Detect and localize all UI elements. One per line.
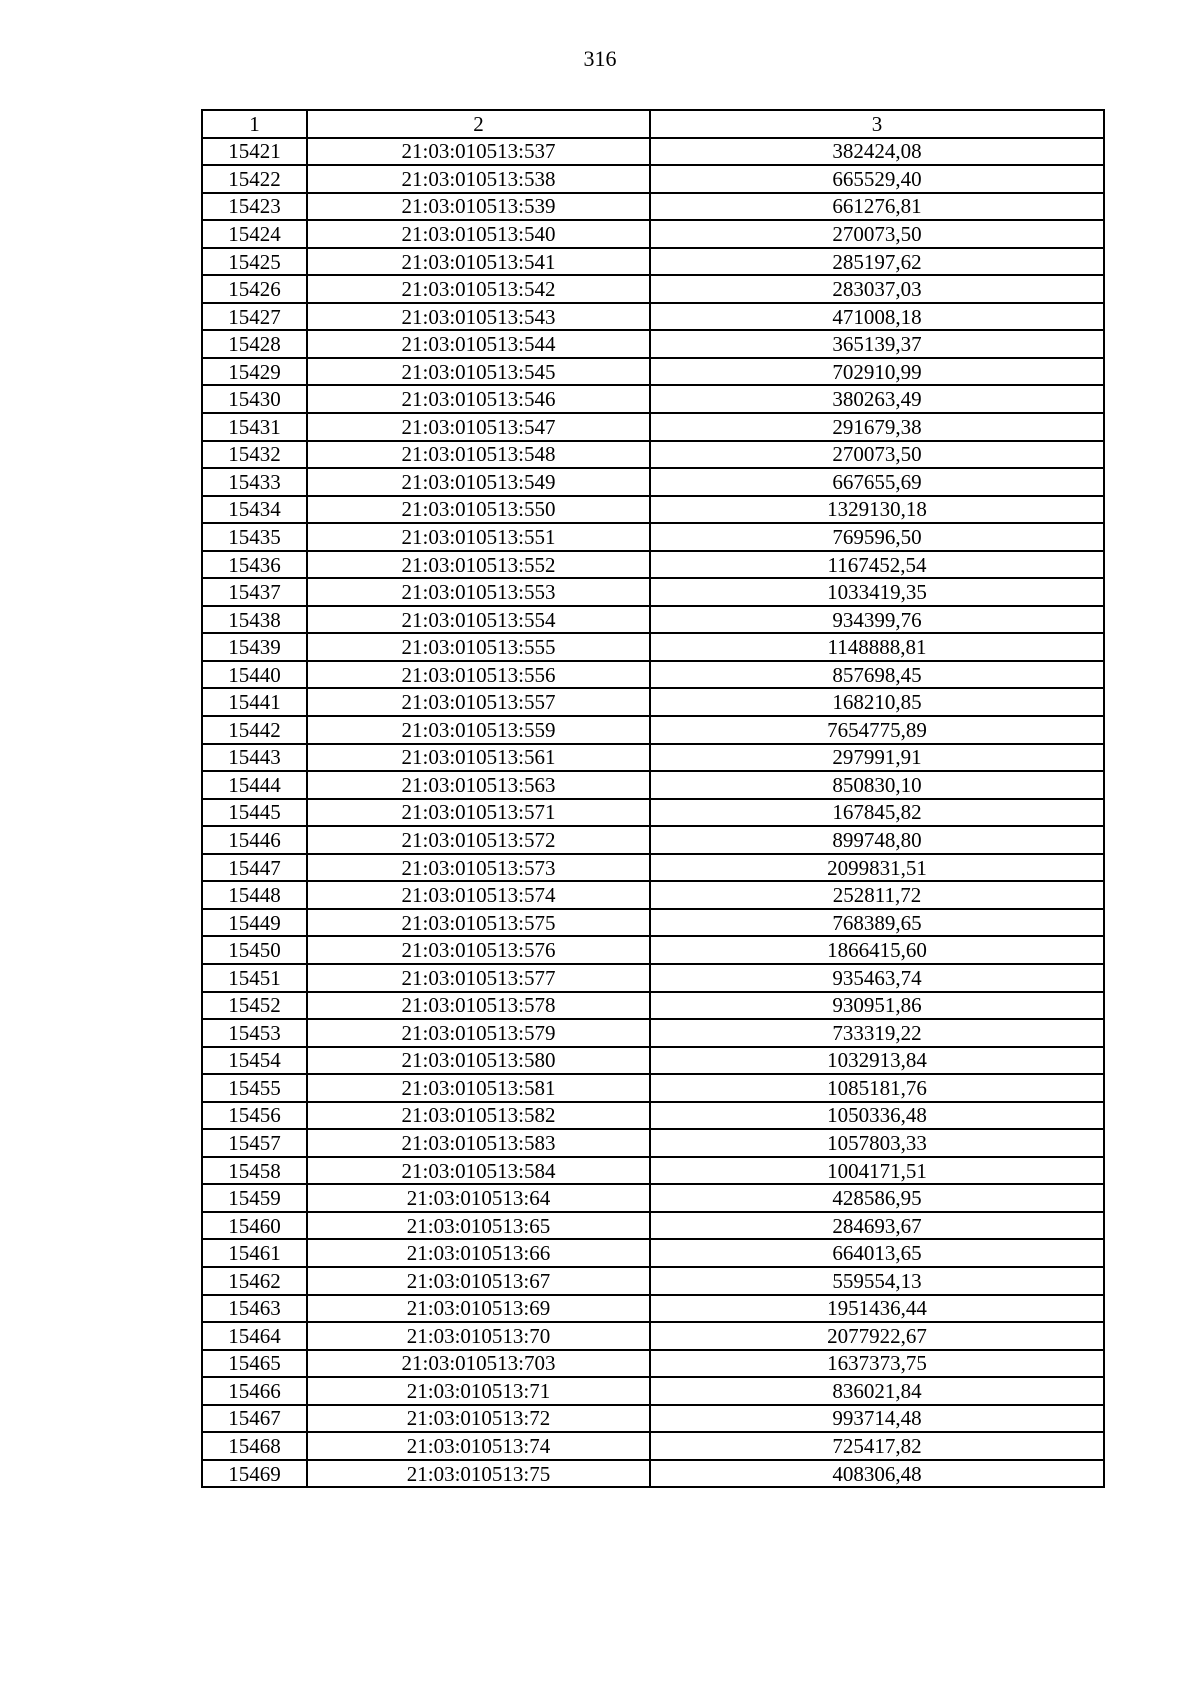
table-row	[202, 1405, 1104, 1433]
table-row	[202, 716, 1104, 744]
table-row	[202, 1432, 1104, 1460]
table-row	[202, 330, 1104, 358]
row-number-cell: 15461	[202, 1239, 307, 1267]
row-number-cell: 15469	[202, 1460, 307, 1488]
cadastral-number-cell: 21:03:010513:547	[307, 413, 650, 441]
cadastral-number-cell: 21:03:010513:577	[307, 964, 650, 992]
value-cell: 284693,67	[650, 1212, 1104, 1240]
value-cell: 382424,08	[650, 138, 1104, 166]
value-cell: 168210,85	[650, 688, 1104, 716]
cadastral-number-cell: 21:03:010513:543	[307, 303, 650, 331]
table-row	[202, 1295, 1104, 1323]
row-number-cell: 15464	[202, 1322, 307, 1350]
cadastral-number-cell: 21:03:010513:65	[307, 1212, 650, 1240]
row-number-cell: 15439	[202, 633, 307, 661]
cadastral-number-cell: 21:03:010513:70	[307, 1322, 650, 1350]
value-cell: 930951,86	[650, 992, 1104, 1020]
table-row	[202, 358, 1104, 386]
cadastral-number-cell: 21:03:010513:556	[307, 661, 650, 689]
table-row	[202, 606, 1104, 634]
table-row	[202, 1212, 1104, 1240]
value-cell: 270073,50	[650, 441, 1104, 469]
table-row	[202, 441, 1104, 469]
value-cell: 1085181,76	[650, 1074, 1104, 1102]
cadastral-number-cell: 21:03:010513:537	[307, 138, 650, 166]
row-number-cell: 15421	[202, 138, 307, 166]
value-cell: 1866415,60	[650, 936, 1104, 964]
cadastral-number-cell: 21:03:010513:550	[307, 496, 650, 524]
row-number-cell: 15466	[202, 1377, 307, 1405]
row-number-cell: 15446	[202, 826, 307, 854]
cadastral-number-cell: 21:03:010513:74	[307, 1432, 650, 1460]
row-number-cell: 15447	[202, 854, 307, 882]
row-number-cell: 15431	[202, 413, 307, 441]
value-cell: 857698,45	[650, 661, 1104, 689]
table-row	[202, 523, 1104, 551]
value-cell: 559554,13	[650, 1267, 1104, 1295]
cadastral-number-cell: 21:03:010513:544	[307, 330, 650, 358]
table-row	[202, 1267, 1104, 1295]
table-row	[202, 220, 1104, 248]
value-cell: 365139,37	[650, 330, 1104, 358]
row-number-cell: 15467	[202, 1405, 307, 1433]
table-row	[202, 496, 1104, 524]
table-row	[202, 688, 1104, 716]
cadastral-number-cell: 21:03:010513:571	[307, 799, 650, 827]
table-row	[202, 1239, 1104, 1267]
table-row	[202, 661, 1104, 689]
table-row	[202, 578, 1104, 606]
cadastral-number-cell: 21:03:010513:75	[307, 1460, 650, 1488]
table-row	[202, 1184, 1104, 1212]
table-row	[202, 138, 1104, 166]
value-cell: 471008,18	[650, 303, 1104, 331]
value-cell: 850830,10	[650, 771, 1104, 799]
value-cell: 1148888,81	[650, 633, 1104, 661]
table-row	[202, 165, 1104, 193]
value-cell: 1329130,18	[650, 496, 1104, 524]
value-cell: 733319,22	[650, 1019, 1104, 1047]
value-cell: 167845,82	[650, 799, 1104, 827]
cadastral-number-cell: 21:03:010513:559	[307, 716, 650, 744]
row-number-cell: 15459	[202, 1184, 307, 1212]
table-row	[202, 1047, 1104, 1075]
value-cell: 665529,40	[650, 165, 1104, 193]
row-number-cell: 15444	[202, 771, 307, 799]
cadastral-number-cell: 21:03:010513:581	[307, 1074, 650, 1102]
table-row	[202, 826, 1104, 854]
value-cell: 768389,65	[650, 909, 1104, 937]
value-cell: 285197,62	[650, 248, 1104, 276]
value-cell: 836021,84	[650, 1377, 1104, 1405]
cadastral-number-cell: 21:03:010513:703	[307, 1350, 650, 1378]
cadastral-number-cell: 21:03:010513:557	[307, 688, 650, 716]
value-cell: 661276,81	[650, 193, 1104, 221]
header-cell-3: 3	[650, 110, 1104, 138]
cadastral-number-cell: 21:03:010513:576	[307, 936, 650, 964]
cadastral-number-cell: 21:03:010513:555	[307, 633, 650, 661]
cadastral-number-cell: 21:03:010513:71	[307, 1377, 650, 1405]
row-number-cell: 15424	[202, 220, 307, 248]
table-row	[202, 744, 1104, 772]
row-number-cell: 15423	[202, 193, 307, 221]
cadastral-number-cell: 21:03:010513:579	[307, 1019, 650, 1047]
table-row	[202, 303, 1104, 331]
value-cell: 725417,82	[650, 1432, 1104, 1460]
cadastral-number-cell: 21:03:010513:540	[307, 220, 650, 248]
table-row	[202, 854, 1104, 882]
row-number-cell: 15425	[202, 248, 307, 276]
cadastral-number-cell: 21:03:010513:573	[307, 854, 650, 882]
row-number-cell: 15433	[202, 468, 307, 496]
value-cell: 935463,74	[650, 964, 1104, 992]
value-cell: 270073,50	[650, 220, 1104, 248]
cadastral-number-cell: 21:03:010513:578	[307, 992, 650, 1020]
row-number-cell: 15458	[202, 1157, 307, 1185]
table-row	[202, 193, 1104, 221]
cadastral-number-cell: 21:03:010513:66	[307, 1239, 650, 1267]
data-table	[201, 109, 1105, 1488]
table-row	[202, 468, 1104, 496]
value-cell: 899748,80	[650, 826, 1104, 854]
value-cell: 1032913,84	[650, 1047, 1104, 1075]
value-cell: 2077922,67	[650, 1322, 1104, 1350]
row-number-cell: 15460	[202, 1212, 307, 1240]
cadastral-number-cell: 21:03:010513:548	[307, 441, 650, 469]
row-number-cell: 15463	[202, 1295, 307, 1323]
cadastral-number-cell: 21:03:010513:574	[307, 881, 650, 909]
cadastral-number-cell: 21:03:010513:572	[307, 826, 650, 854]
value-cell: 252811,72	[650, 881, 1104, 909]
cadastral-number-cell: 21:03:010513:538	[307, 165, 650, 193]
value-cell: 7654775,89	[650, 716, 1104, 744]
value-cell: 934399,76	[650, 606, 1104, 634]
table-header	[202, 110, 1104, 138]
table-row	[202, 799, 1104, 827]
value-cell: 428586,95	[650, 1184, 1104, 1212]
value-cell: 380263,49	[650, 385, 1104, 413]
table-row	[202, 1460, 1104, 1488]
value-cell: 1057803,33	[650, 1129, 1104, 1157]
row-number-cell: 15435	[202, 523, 307, 551]
value-cell: 408306,48	[650, 1460, 1104, 1488]
table-row	[202, 1074, 1104, 1102]
cadastral-number-cell: 21:03:010513:563	[307, 771, 650, 799]
cadastral-number-cell: 21:03:010513:584	[307, 1157, 650, 1185]
value-cell: 1004171,51	[650, 1157, 1104, 1185]
table-row	[202, 1102, 1104, 1130]
row-number-cell: 15438	[202, 606, 307, 634]
row-number-cell: 15434	[202, 496, 307, 524]
table-row	[202, 413, 1104, 441]
cadastral-number-cell: 21:03:010513:580	[307, 1047, 650, 1075]
row-number-cell: 15427	[202, 303, 307, 331]
table-body	[202, 138, 1104, 1488]
table-row	[202, 248, 1104, 276]
cadastral-number-cell: 21:03:010513:552	[307, 551, 650, 579]
row-number-cell: 15449	[202, 909, 307, 937]
table-row	[202, 1350, 1104, 1378]
row-number-cell: 15440	[202, 661, 307, 689]
cadastral-number-cell: 21:03:010513:575	[307, 909, 650, 937]
table-row	[202, 992, 1104, 1020]
row-number-cell: 15436	[202, 551, 307, 579]
table-row	[202, 551, 1104, 579]
value-cell: 291679,38	[650, 413, 1104, 441]
cadastral-number-cell: 21:03:010513:582	[307, 1102, 650, 1130]
cadastral-number-cell: 21:03:010513:554	[307, 606, 650, 634]
row-number-cell: 15445	[202, 799, 307, 827]
row-number-cell: 15468	[202, 1432, 307, 1460]
cadastral-number-cell: 21:03:010513:539	[307, 193, 650, 221]
row-number-cell: 15452	[202, 992, 307, 1020]
table-row	[202, 385, 1104, 413]
cadastral-number-cell: 21:03:010513:553	[307, 578, 650, 606]
row-number-cell: 15428	[202, 330, 307, 358]
row-number-cell: 15426	[202, 275, 307, 303]
value-cell: 667655,69	[650, 468, 1104, 496]
row-number-cell: 15455	[202, 1074, 307, 1102]
value-cell: 283037,03	[650, 275, 1104, 303]
row-number-cell: 15443	[202, 744, 307, 772]
cadastral-number-cell: 21:03:010513:546	[307, 385, 650, 413]
value-cell: 2099831,51	[650, 854, 1104, 882]
cadastral-number-cell: 21:03:010513:541	[307, 248, 650, 276]
table-row	[202, 771, 1104, 799]
row-number-cell: 15457	[202, 1129, 307, 1157]
cadastral-number-cell: 21:03:010513:561	[307, 744, 650, 772]
cadastral-number-cell: 21:03:010513:583	[307, 1129, 650, 1157]
cadastral-number-cell: 21:03:010513:551	[307, 523, 650, 551]
row-number-cell: 15456	[202, 1102, 307, 1130]
row-number-cell: 15450	[202, 936, 307, 964]
header-cell-2: 2	[307, 110, 650, 138]
row-number-cell: 15422	[202, 165, 307, 193]
page-number: 316	[583, 46, 617, 71]
value-cell: 664013,65	[650, 1239, 1104, 1267]
table-row	[202, 909, 1104, 937]
header-row	[202, 110, 1104, 138]
row-number-cell: 15442	[202, 716, 307, 744]
value-cell: 297991,91	[650, 744, 1104, 772]
table-row	[202, 1377, 1104, 1405]
header-cell-1: 1	[202, 110, 307, 138]
row-number-cell: 15451	[202, 964, 307, 992]
table-row	[202, 964, 1104, 992]
row-number-cell: 15448	[202, 881, 307, 909]
row-number-cell: 15429	[202, 358, 307, 386]
row-number-cell: 15441	[202, 688, 307, 716]
cadastral-number-cell: 21:03:010513:542	[307, 275, 650, 303]
value-cell: 1050336,48	[650, 1102, 1104, 1130]
row-number-cell: 15465	[202, 1350, 307, 1378]
cadastral-number-cell: 21:03:010513:67	[307, 1267, 650, 1295]
cadastral-number-cell: 21:03:010513:549	[307, 468, 650, 496]
value-cell: 1637373,75	[650, 1350, 1104, 1378]
row-number-cell: 15453	[202, 1019, 307, 1047]
value-cell: 702910,99	[650, 358, 1104, 386]
row-number-cell: 15462	[202, 1267, 307, 1295]
row-number-cell: 15432	[202, 441, 307, 469]
table-row	[202, 1157, 1104, 1185]
table-row	[202, 936, 1104, 964]
row-number-cell: 15437	[202, 578, 307, 606]
value-cell: 1033419,35	[650, 578, 1104, 606]
cadastral-number-cell: 21:03:010513:69	[307, 1295, 650, 1323]
table-row	[202, 1129, 1104, 1157]
row-number-cell: 15454	[202, 1047, 307, 1075]
cadastral-number-cell: 21:03:010513:64	[307, 1184, 650, 1212]
value-cell: 1951436,44	[650, 1295, 1104, 1323]
value-cell: 1167452,54	[650, 551, 1104, 579]
table-row	[202, 1019, 1104, 1047]
table-row	[202, 881, 1104, 909]
cadastral-number-cell: 21:03:010513:72	[307, 1405, 650, 1433]
row-number-cell: 15430	[202, 385, 307, 413]
table-row	[202, 1322, 1104, 1350]
table-row	[202, 633, 1104, 661]
table-row	[202, 275, 1104, 303]
value-cell: 769596,50	[650, 523, 1104, 551]
value-cell: 993714,48	[650, 1405, 1104, 1433]
cadastral-number-cell: 21:03:010513:545	[307, 358, 650, 386]
